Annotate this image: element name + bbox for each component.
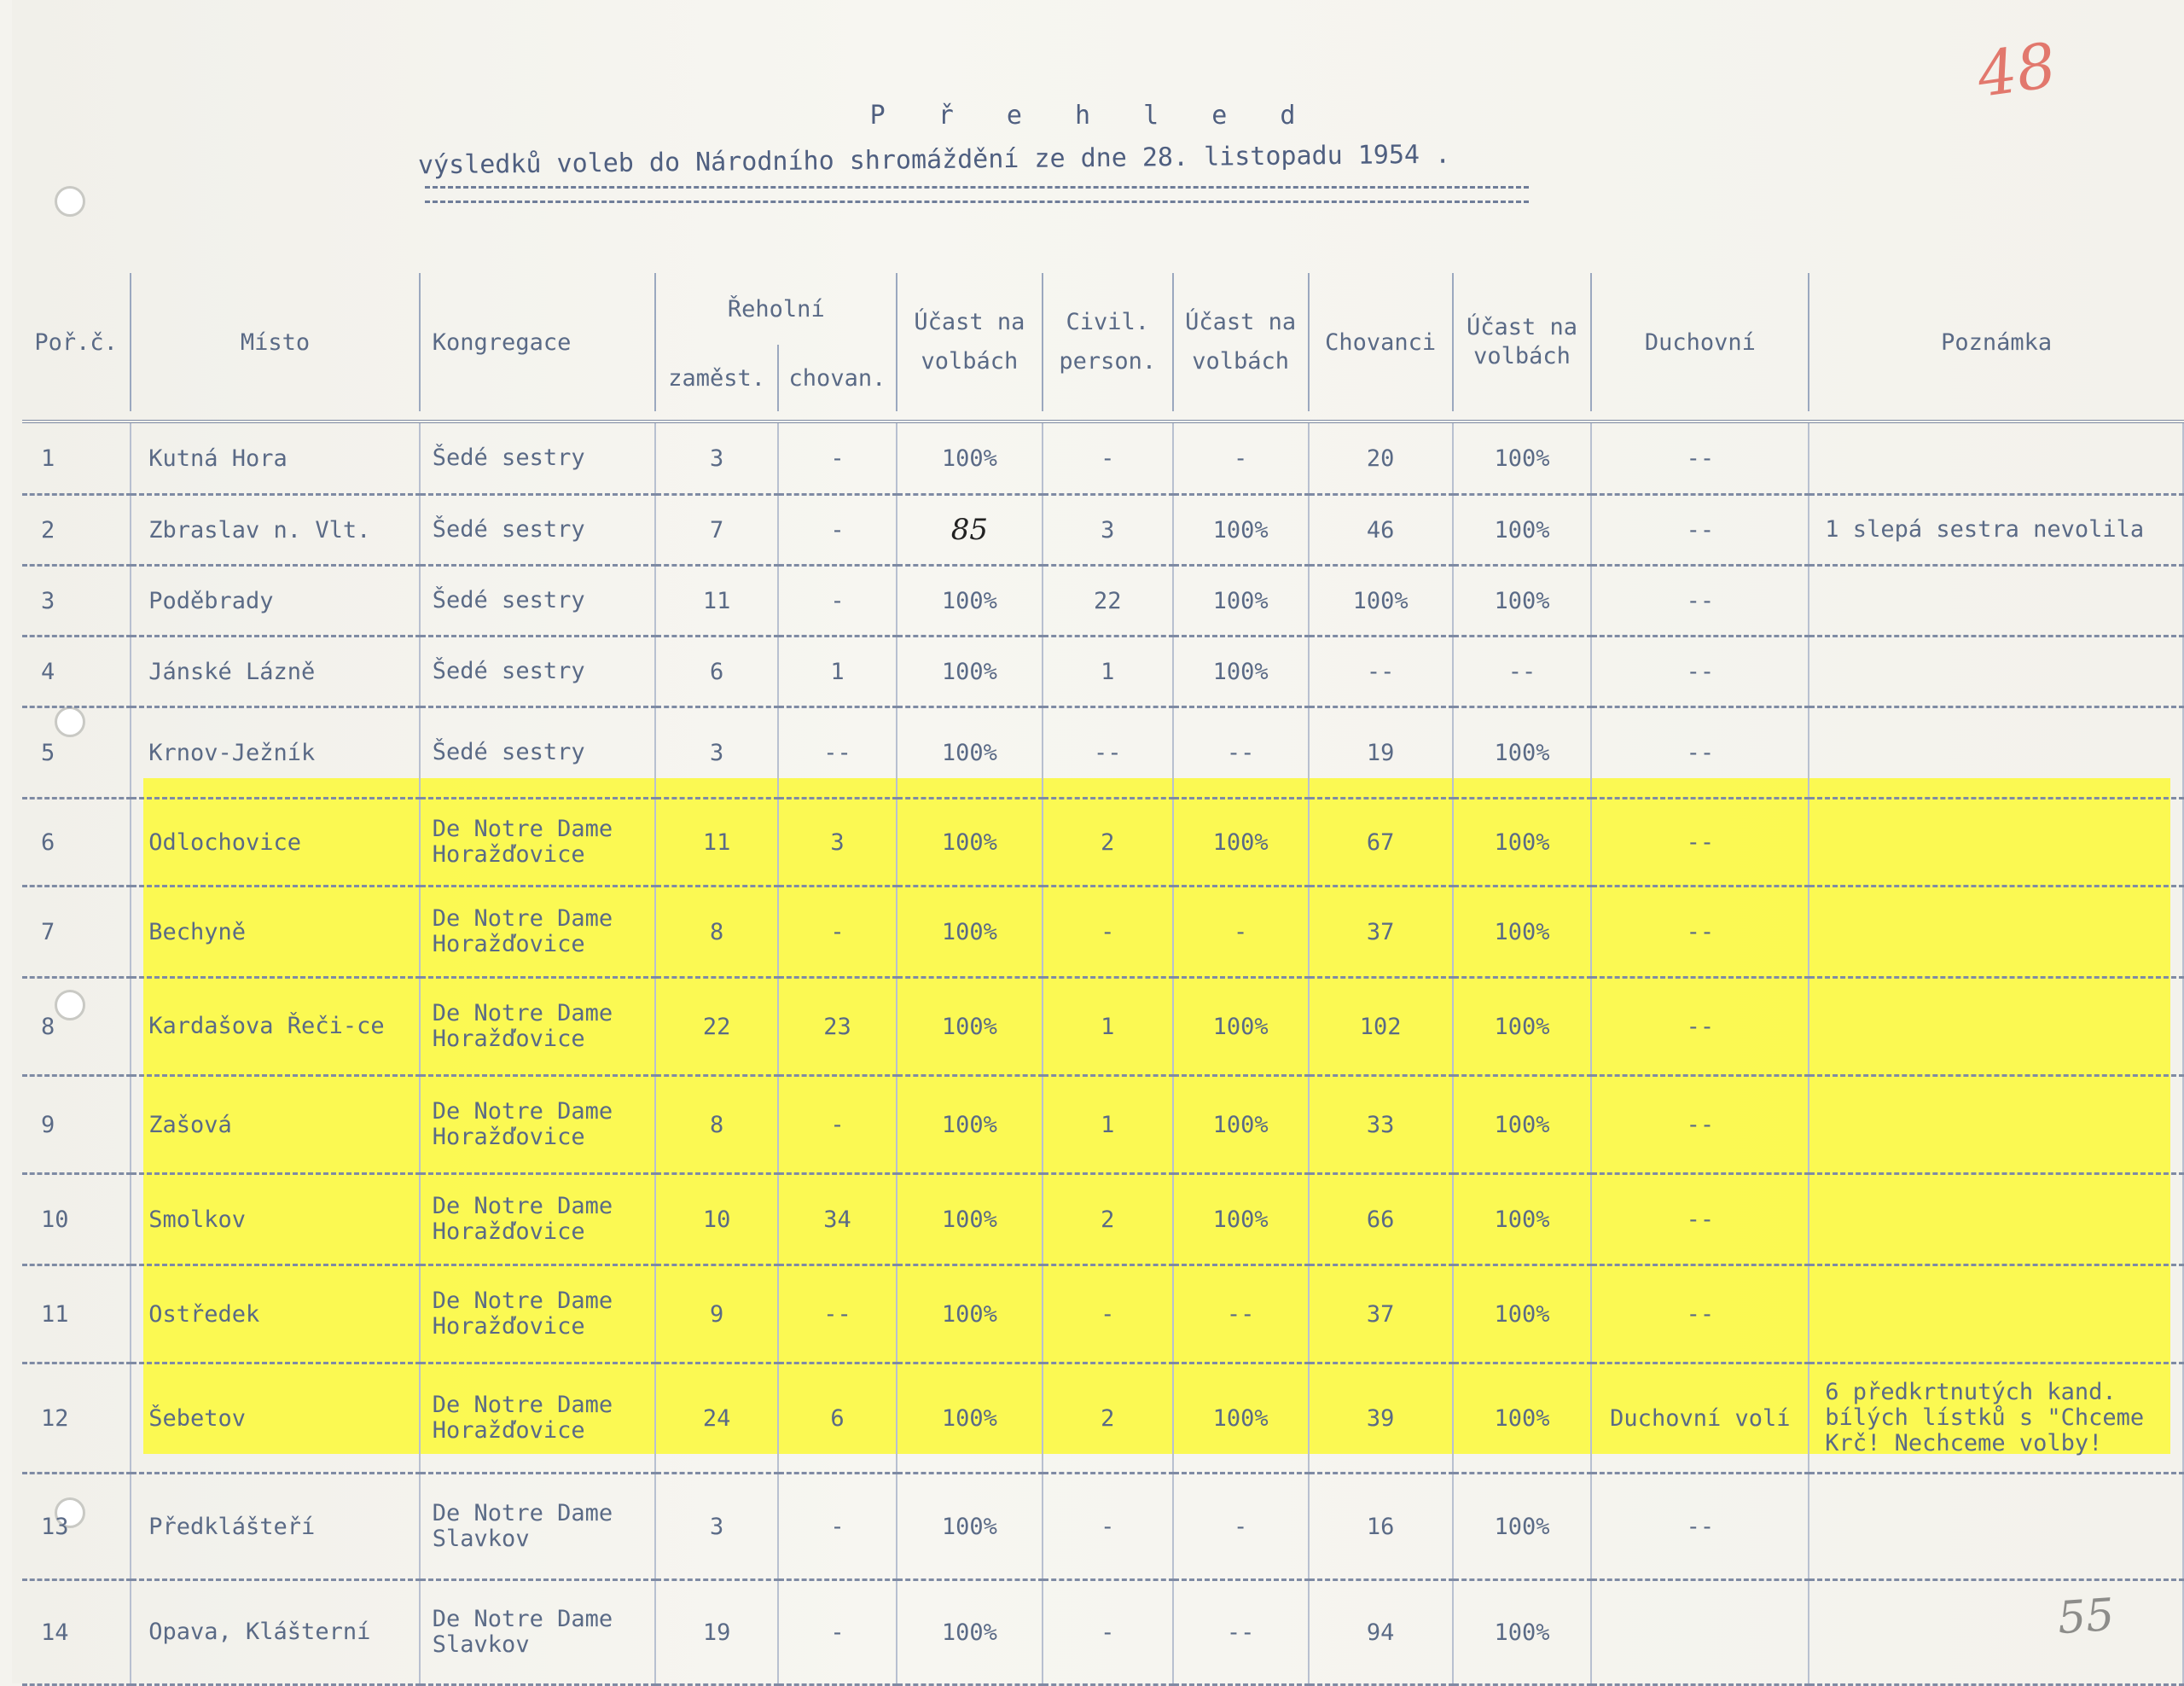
cell-zamest: 19 xyxy=(655,1580,777,1685)
cell-ucast-1: 100% xyxy=(897,1076,1043,1174)
kongregace-line-1: De Notre Dame xyxy=(432,905,613,932)
cell-zamest: 11 xyxy=(655,799,777,887)
cell-zamest: 7 xyxy=(655,495,777,566)
cell-duchovni: -- xyxy=(1591,1174,1809,1265)
cell-chovanci: -- xyxy=(1309,637,1453,707)
cell-civil: - xyxy=(1043,887,1173,978)
cell-chovan: - xyxy=(778,495,897,566)
cell-chovanci: 33 xyxy=(1309,1076,1453,1174)
cell-ucast-2: - xyxy=(1173,887,1309,978)
cell-kongregace: Šedé sestry xyxy=(420,422,656,495)
cell-duchovni: -- xyxy=(1591,978,1809,1076)
kongregace-line-2: Horažďovice xyxy=(432,1417,585,1444)
cell-chovanci: 37 xyxy=(1309,887,1453,978)
cell-poznamka: 1 slepá sestra nevolila xyxy=(1809,495,2183,566)
cell-civil: 1 xyxy=(1043,978,1173,1076)
cell-chovanci: 37 xyxy=(1309,1265,1453,1363)
cell-chovan: - xyxy=(778,1474,897,1580)
cell-por: 12 xyxy=(22,1363,131,1474)
cell-poznamka xyxy=(1809,799,2183,887)
col-header-civil: Civil. person. xyxy=(1043,273,1173,411)
kongregace-line-1: De Notre Dame xyxy=(432,1606,613,1632)
cell-duchovni xyxy=(1591,1580,1809,1685)
cell-por: 7 xyxy=(22,887,131,978)
document-subtitle: výsledků voleb do Národního shromáždění ze dne 28. listopadu 1954 . xyxy=(417,139,1451,181)
kongregace-line-2: Horažďovice xyxy=(432,1026,585,1052)
cell-ucast-1: 100% xyxy=(897,637,1043,707)
cell-misto: Opava, Klášterní xyxy=(131,1580,420,1685)
cell-poznamka xyxy=(1809,1474,2183,1580)
cell-por: 4 xyxy=(22,637,131,707)
cell-chovan: 1 xyxy=(778,637,897,707)
table-row xyxy=(22,566,2183,637)
cell-duchovni: -- xyxy=(1591,1474,1809,1580)
cell-por: 14 xyxy=(22,1580,131,1685)
cell-duchovni: -- xyxy=(1591,1076,1809,1174)
cell-misto: Smolkov xyxy=(131,1174,420,1265)
cell-por: 10 xyxy=(22,1174,131,1265)
cell-ucast-2: - xyxy=(1173,1474,1309,1580)
cell-ucast-3: -- xyxy=(1453,637,1592,707)
cell-civil: 1 xyxy=(1043,1076,1173,1174)
table-row xyxy=(22,1076,2183,1174)
cell-zamest: 3 xyxy=(655,707,777,799)
cell-kongregace: Šedé sestry xyxy=(420,637,656,707)
cell-civil: -- xyxy=(1043,707,1173,799)
cell-duchovni: -- xyxy=(1591,707,1809,799)
cell-chovan: - xyxy=(778,1580,897,1685)
col-header-poznamka: Poznámka xyxy=(1941,328,2053,356)
cell-ucast-2: 100% xyxy=(1173,637,1309,707)
table-row xyxy=(22,1363,2183,1474)
cell-poznamka xyxy=(1809,1076,2183,1174)
kongregace-line-1: De Notre Dame xyxy=(432,1288,613,1314)
table-row xyxy=(22,799,2183,887)
cell-misto: Předklášteří xyxy=(131,1474,420,1580)
cell-chovan: - xyxy=(778,887,897,978)
cell-chovanci: 46 xyxy=(1309,495,1453,566)
kongregace-line-1: De Notre Dame xyxy=(432,1000,613,1026)
cell-misto: Poděbrady xyxy=(131,566,420,637)
cell-zamest: 6 xyxy=(655,637,777,707)
cell-ucast-3: 100% xyxy=(1453,707,1592,799)
cell-kongregace xyxy=(420,1265,656,1363)
cell-misto: Odlochovice xyxy=(131,799,420,887)
col-header-por: Poř.č. xyxy=(22,273,131,411)
cell-ucast-1: 100% xyxy=(897,422,1043,495)
cell-kongregace xyxy=(420,1076,656,1174)
cell-civil: 2 xyxy=(1043,1174,1173,1265)
page-number-handwritten: 48 xyxy=(1972,29,2061,111)
subtitle-underline xyxy=(425,186,1529,203)
cell-duchovni: -- xyxy=(1591,799,1809,887)
cell-por: 6 xyxy=(22,799,131,887)
cell-kongregace xyxy=(420,799,656,887)
cell-ucast-2: 100% xyxy=(1173,566,1309,637)
kongregace-line-2: Slavkov xyxy=(432,1631,530,1658)
table-row xyxy=(22,1174,2183,1265)
cell-chovanci: 66 xyxy=(1309,1174,1453,1265)
cell-chovanci: 94 xyxy=(1309,1580,1453,1685)
cell-ucast-3: 100% xyxy=(1453,566,1592,637)
cell-civil: - xyxy=(1043,1474,1173,1580)
cell-poznamka xyxy=(1809,1265,2183,1363)
table-row xyxy=(22,495,2183,566)
cell-poznamka xyxy=(1809,422,2183,495)
kongregace-line-1: De Notre Dame xyxy=(432,816,613,842)
cell-por: 9 xyxy=(22,1076,131,1174)
cell-civil: - xyxy=(1043,422,1173,495)
cell-chovanci: 16 xyxy=(1309,1474,1453,1580)
cell-ucast-2: 100% xyxy=(1173,1076,1309,1174)
kongregace-line-2: Horažďovice xyxy=(432,841,585,868)
kongregace-line-2: Horažďovice xyxy=(432,1124,585,1150)
cell-ucast-3: 100% xyxy=(1453,887,1592,978)
cell-duchovni: -- xyxy=(1591,1265,1809,1363)
kongregace-line-2: Slavkov xyxy=(432,1526,530,1552)
header-divider xyxy=(22,411,2183,422)
cell-kongregace xyxy=(420,1474,656,1580)
cell-ucast-1: 100% xyxy=(897,707,1043,799)
cell-zamest: 3 xyxy=(655,1474,777,1580)
cell-ucast-1: 100% xyxy=(897,799,1043,887)
cell-poznamka xyxy=(1809,566,2183,637)
cell-misto: Krnov-Ježník xyxy=(131,707,420,799)
cell-ucast-1: 100% xyxy=(897,566,1043,637)
col-header-duchovni: Duchovní xyxy=(1591,273,1809,411)
cell-ucast-2: 100% xyxy=(1173,799,1309,887)
cell-kongregace: Šedé sestry xyxy=(420,495,656,566)
table-row xyxy=(22,1580,2183,1685)
kongregace-line-1: De Notre Dame xyxy=(432,1392,613,1418)
cell-kongregace xyxy=(420,1174,656,1265)
cell-chovanci: 67 xyxy=(1309,799,1453,887)
cell-civil: 3 xyxy=(1043,495,1173,566)
punch-hole xyxy=(55,186,85,217)
cell-duchovni: -- xyxy=(1591,422,1809,495)
page-number-bottom: 55 xyxy=(2055,1589,2117,1645)
cell-poznamka: 6 předkrtnutých kand. bílých lístků s "Chceme Krč! Nechceme volby! xyxy=(1809,1363,2183,1474)
kongregace-line-2: Horažďovice xyxy=(432,1313,585,1340)
cell-civil: 22 xyxy=(1043,566,1173,637)
cell-civil: - xyxy=(1043,1265,1173,1363)
cell-ucast-2: 100% xyxy=(1173,1363,1309,1474)
cell-chovan: 6 xyxy=(778,1363,897,1474)
cell-misto: Kardašova Řeči-ce xyxy=(131,978,420,1076)
cell-duchovni: -- xyxy=(1591,566,1809,637)
cell-ucast-3: 100% xyxy=(1453,495,1592,566)
cell-ucast-3: 100% xyxy=(1453,422,1592,495)
cell-ucast-2: -- xyxy=(1173,1580,1309,1685)
cell-chovan: - xyxy=(778,566,897,637)
cell-por: 8 xyxy=(22,978,131,1076)
cell-ucast-1: 100% xyxy=(897,1580,1043,1685)
cell-ucast-3: 100% xyxy=(1453,799,1592,887)
cell-ucast-1: 100% xyxy=(897,887,1043,978)
table-row xyxy=(22,887,2183,978)
cell-duchovni: Duchovní volí xyxy=(1591,1363,1809,1474)
cell-misto: Šebetov xyxy=(131,1363,420,1474)
cell-misto: Bechyně xyxy=(131,887,420,978)
table-row xyxy=(22,707,2183,799)
cell-ucast-2: 100% xyxy=(1173,495,1309,566)
cell-poznamka xyxy=(1809,1174,2183,1265)
cell-ucast-2: -- xyxy=(1173,707,1309,799)
cell-civil: 2 xyxy=(1043,799,1173,887)
cell-por: 5 xyxy=(22,707,131,799)
cell-duchovni: -- xyxy=(1591,495,1809,566)
col-header-ucast-1: Účast na volbách xyxy=(897,273,1043,411)
cell-chovanci: 39 xyxy=(1309,1363,1453,1474)
cell-zamest: 9 xyxy=(655,1265,777,1363)
col-header-misto: Místo xyxy=(131,273,420,411)
cell-ucast-1: 100% xyxy=(897,1474,1043,1580)
cell-chovan: -- xyxy=(778,707,897,799)
cell-chovan: 23 xyxy=(778,978,897,1076)
cell-kongregace xyxy=(420,887,656,978)
cell-ucast-2: 100% xyxy=(1173,978,1309,1076)
cell-civil: 2 xyxy=(1043,1363,1173,1474)
cell-chovan: -- xyxy=(778,1265,897,1363)
cell-ucast-3: 100% xyxy=(1453,1363,1592,1474)
cell-misto: Zašová xyxy=(131,1076,420,1174)
table-row xyxy=(22,637,2183,707)
cell-misto: Kutná Hora xyxy=(131,422,420,495)
document-title: P ř e h l e d xyxy=(869,101,1315,131)
cell-ucast-1-handwritten: 85 xyxy=(897,495,1043,566)
cell-civil: - xyxy=(1043,1580,1173,1685)
table-row xyxy=(22,1474,2183,1580)
cell-poznamka xyxy=(1809,637,2183,707)
cell-ucast-2: -- xyxy=(1173,1265,1309,1363)
cell-misto: Zbraslav n. Vlt. xyxy=(131,495,420,566)
kongregace-line-1: De Notre Dame xyxy=(432,1193,613,1219)
cell-por: 3 xyxy=(22,566,131,637)
cell-kongregace: Šedé sestry xyxy=(420,707,656,799)
cell-kongregace xyxy=(420,978,656,1076)
cell-zamest: 3 xyxy=(655,422,777,495)
col-header-chovan: chovan. xyxy=(778,345,897,411)
results-table xyxy=(22,273,2184,1686)
cell-duchovni: -- xyxy=(1591,637,1809,707)
cell-zamest: 24 xyxy=(655,1363,777,1474)
cell-chovan: 3 xyxy=(778,799,897,887)
cell-ucast-1: 100% xyxy=(897,1363,1043,1474)
cell-ucast-3: 100% xyxy=(1453,1474,1592,1580)
cell-por: 13 xyxy=(22,1474,131,1580)
cell-por: 11 xyxy=(22,1265,131,1363)
cell-chovanci: 100% xyxy=(1309,566,1453,637)
kongregace-line-2: Horažďovice xyxy=(432,931,585,957)
cell-kongregace xyxy=(420,1580,656,1685)
cell-poznamka xyxy=(1809,707,2183,799)
cell-zamest: 10 xyxy=(655,1174,777,1265)
cell-ucast-1: 100% xyxy=(897,1174,1043,1265)
cell-por: 1 xyxy=(22,422,131,495)
col-header-kongregace: Kongregace xyxy=(420,273,656,411)
cell-chovanci: 20 xyxy=(1309,422,1453,495)
cell-zamest: 22 xyxy=(655,978,777,1076)
cell-chovan: - xyxy=(778,422,897,495)
table-row xyxy=(22,978,2183,1076)
cell-ucast-3: 100% xyxy=(1453,1580,1592,1685)
cell-ucast-3: 100% xyxy=(1453,1174,1592,1265)
cell-zamest: 8 xyxy=(655,887,777,978)
cell-ucast-3: 100% xyxy=(1453,978,1592,1076)
cell-ucast-1: 100% xyxy=(897,978,1043,1076)
table-row xyxy=(22,1265,2183,1363)
cell-chovan: 34 xyxy=(778,1174,897,1265)
cell-misto: Jánské Lázně xyxy=(131,637,420,707)
cell-poznamka xyxy=(1809,978,2183,1076)
cell-kongregace xyxy=(420,1363,656,1474)
col-header-chovanci: Chovanci xyxy=(1309,273,1453,411)
cell-por: 2 xyxy=(22,495,131,566)
cell-ucast-3: 100% xyxy=(1453,1265,1592,1363)
col-header-ucast-2: Účast na volbách xyxy=(1173,273,1309,411)
col-header-zamest: zaměst. xyxy=(655,345,777,411)
table-row xyxy=(22,422,2183,495)
cell-kongregace: Šedé sestry xyxy=(420,566,656,637)
cell-poznamka xyxy=(1809,887,2183,978)
col-header-reholni: Řeholní xyxy=(655,273,897,345)
kongregace-line-2: Horažďovice xyxy=(432,1218,585,1245)
cell-poznamka xyxy=(1809,1580,2183,1685)
kongregace-line-1: De Notre Dame xyxy=(432,1098,613,1125)
cell-zamest: 8 xyxy=(655,1076,777,1174)
cell-ucast-3: 100% xyxy=(1453,1076,1592,1174)
cell-duchovni: -- xyxy=(1591,887,1809,978)
cell-chovanci: 102 xyxy=(1309,978,1453,1076)
cell-ucast-1: 100% xyxy=(897,1265,1043,1363)
cell-chovanci: 19 xyxy=(1309,707,1453,799)
cell-ucast-2: - xyxy=(1173,422,1309,495)
kongregace-line-1: De Notre Dame xyxy=(432,1500,613,1526)
cell-zamest: 11 xyxy=(655,566,777,637)
cell-chovan: - xyxy=(778,1076,897,1174)
cell-civil: 1 xyxy=(1043,637,1173,707)
col-header-ucast-3: Účast na volbách xyxy=(1453,273,1592,411)
cell-ucast-2: 100% xyxy=(1173,1174,1309,1265)
cell-misto: Ostředek xyxy=(131,1265,420,1363)
